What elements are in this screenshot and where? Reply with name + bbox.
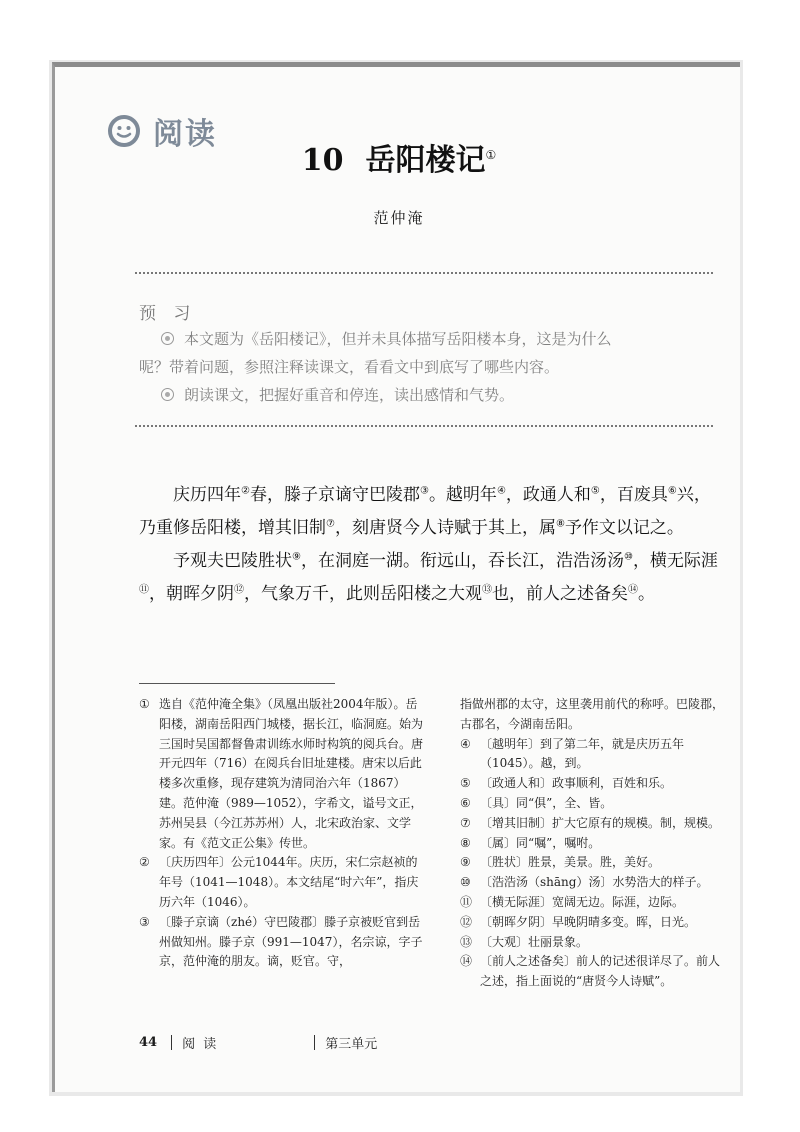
footnote-text: 〔朝晖夕阴〕早晚阴晴多变。晖，日光。 xyxy=(480,914,697,929)
footnote-marker: ⑥ xyxy=(667,485,677,497)
footnote-text: 〔大观〕壮丽景象。 xyxy=(480,934,589,949)
footnote xyxy=(139,853,423,912)
page-number: 44 xyxy=(139,1035,158,1050)
lesson-title-footnote: ① xyxy=(485,148,497,162)
footnote xyxy=(139,695,423,853)
footnote xyxy=(139,913,423,972)
footnote-marker: ⑤ xyxy=(590,485,600,497)
text-segment: ，朝晖夕阴 xyxy=(149,584,234,604)
text-paragraph xyxy=(139,545,721,611)
footnote-number: ⑥ xyxy=(460,795,471,810)
textbook-page xyxy=(52,62,740,1092)
footnote-marker: ⑪ xyxy=(139,584,149,596)
footnote-text: 〔增其旧制〕扩大它原有的规模。制，规模。 xyxy=(480,815,721,830)
footnote-marker: ④ xyxy=(496,485,506,497)
footnote-text: 〔越明年〕到了第二年，就是庆历五年（1045）。越，到。 xyxy=(480,736,685,771)
footnote-number: ⑦ xyxy=(460,815,471,830)
footnote xyxy=(460,853,728,873)
text-segment: 。越明年 xyxy=(428,485,497,505)
footnote xyxy=(460,774,728,794)
footnote xyxy=(460,794,728,814)
footnote-text: 〔庆历四年〕公元1044年。庆历，宋仁宗赵祯的年号（1041—1048）。本文结尾“时六年”，指庆历六年（1046）。 xyxy=(159,855,419,909)
footnote xyxy=(460,735,728,775)
page-footer xyxy=(139,1033,377,1052)
footnote-text: 〔滕子京谪（zhé）守巴陵郡〕滕子京被贬官到岳州做知州。滕子京（991—1047），名宗谅，字子京，范仲淹的朋友。谪，贬官。守， xyxy=(159,914,423,969)
footnotes-right-column xyxy=(460,695,728,992)
footer-section: 阅 读 xyxy=(182,1037,219,1052)
footnote xyxy=(460,695,728,735)
footnote-marker: ③ xyxy=(419,485,429,497)
footnote xyxy=(460,893,728,913)
footnote-text: 〔前人之述备矣〕前人的记述很详尽了。前人之述，指上面说的“唐贤今人诗赋”。 xyxy=(480,954,721,989)
text-segment: ，横无际涯 xyxy=(632,551,718,571)
text-segment: ，气象万千，此则岳阳楼之大观 xyxy=(244,584,482,604)
text-segment: 庆历四年 xyxy=(173,485,241,505)
preview-heading: 预 习 xyxy=(139,304,197,324)
footnote-marker: ⑧ xyxy=(555,518,565,530)
bullet-icon xyxy=(161,332,174,345)
text-segment: 春，滕子京谪守巴陵郡 xyxy=(249,485,420,505)
text-segment: 也，前人之述备矣 xyxy=(492,584,628,604)
author: 范仲淹 xyxy=(373,209,425,227)
footnote-number: ⑫ xyxy=(460,914,473,929)
lesson-title xyxy=(55,135,743,179)
footnote xyxy=(460,952,728,992)
footnote-text: 〔政通人和〕政事顺利，百姓和乐。 xyxy=(480,776,673,791)
bullet-icon xyxy=(161,388,174,401)
footnote-marker: ⑭ xyxy=(628,584,638,596)
footnote-text: 〔浩浩汤（shāng）汤〕水势浩大的样子。 xyxy=(480,875,709,890)
footer-unit: 第三单元 xyxy=(325,1037,378,1052)
footnote-number: ⑪ xyxy=(460,894,473,909)
footer-divider xyxy=(171,1035,172,1050)
footnote-text: 〔具〕同“俱”，全、皆。 xyxy=(480,795,613,810)
preview-item-continuation: 呢？带着问题，参照注释读课文，看看文中到底写了哪些内容。 xyxy=(139,358,560,376)
text-segment: ，刻唐贤今人诗赋于其上，属 xyxy=(334,518,556,538)
dotted-divider-bottom xyxy=(135,425,713,427)
text-segment: ，在洞庭一湖。衔远山，吞长江，浩浩汤汤 xyxy=(300,551,624,571)
footnote-number: ⑧ xyxy=(460,835,471,850)
footnote-text: 〔横无际涯〕宽阔无边。际涯，边际。 xyxy=(480,894,685,909)
footnote xyxy=(460,933,728,953)
text-segment: ，百废具 xyxy=(599,485,668,505)
footnote-number: ⑨ xyxy=(460,855,471,870)
footnote-text: 选自《范仲淹全集》（凤凰出版社2004年版）。岳阳楼，湖南岳阳西门城楼，据长江，临洞庭。始为三国时吴国都督鲁肃训练水师时构筑的阅兵台。唐开元四年（716）在阅兵台旧址建楼。唐宋以后此楼多次重修，现存建筑为清同治六年（1867）建。范仲淹（989—1052），字希文，谥号文正，苏州吴县（今江苏苏州）人，北宋政治家、文学家。有《范文正公集》传世。 xyxy=(159,697,424,850)
text-segment: 予作文以记之。 xyxy=(564,518,684,538)
dotted-divider-top xyxy=(135,272,713,274)
text-segment: 。 xyxy=(638,584,655,604)
footnote-number: ⑤ xyxy=(460,776,471,791)
footnote-number: ④ xyxy=(460,736,471,751)
main-text xyxy=(139,479,721,611)
footnote xyxy=(460,834,728,854)
footnote-number: ⑭ xyxy=(460,954,473,969)
footnote-marker: ⑫ xyxy=(234,584,244,596)
lesson-title-text: 岳阳楼记 xyxy=(365,143,486,178)
footnote xyxy=(460,873,728,893)
footnote xyxy=(460,913,728,933)
preview-item: 朗读课文，把握好重音和停连，读出感情和气势。 xyxy=(139,381,715,409)
preview-item: 本文题为《岳阳楼记》，但并未具体描写岳阳楼本身，这是为什么 xyxy=(139,325,715,353)
footnote-marker: ⑦ xyxy=(326,518,335,530)
footnote-rule xyxy=(139,683,335,684)
footnote-marker: ⑨ xyxy=(292,551,301,563)
footnote-number: ⑬ xyxy=(460,934,473,949)
footer-divider xyxy=(314,1035,315,1050)
footnote-number: ⑩ xyxy=(460,875,471,890)
footnotes-left-column xyxy=(139,695,423,972)
text-segment: 兴，乃重修岳阳楼，增其旧制 xyxy=(139,485,711,538)
footnote-marker: ⑩ xyxy=(623,551,633,563)
footnote-number: ② xyxy=(139,855,150,870)
footnote-marker: ② xyxy=(241,485,250,497)
section-title: 阅读 xyxy=(153,117,217,152)
preview-box xyxy=(139,325,715,409)
footnote-marker: ⑬ xyxy=(482,584,492,596)
footnote-number: ① xyxy=(139,697,150,711)
footnote-text: 指做州郡的太守，这里袭用前代的称呼。巴陵郡，古郡名，今湖南岳阳。 xyxy=(460,697,725,731)
footnote-text: 〔胜状〕胜景，美景。胜，美好。 xyxy=(480,855,661,870)
footnote xyxy=(460,814,728,834)
lesson-number: 10 xyxy=(301,143,344,178)
footnote-number: ③ xyxy=(139,914,150,929)
text-segment: 予观夫巴陵胜状 xyxy=(173,551,292,571)
text-segment: ，政通人和 xyxy=(505,485,591,505)
text-paragraph xyxy=(139,479,721,545)
footnote-text: 〔属〕同“嘱”，嘱咐。 xyxy=(480,835,601,850)
